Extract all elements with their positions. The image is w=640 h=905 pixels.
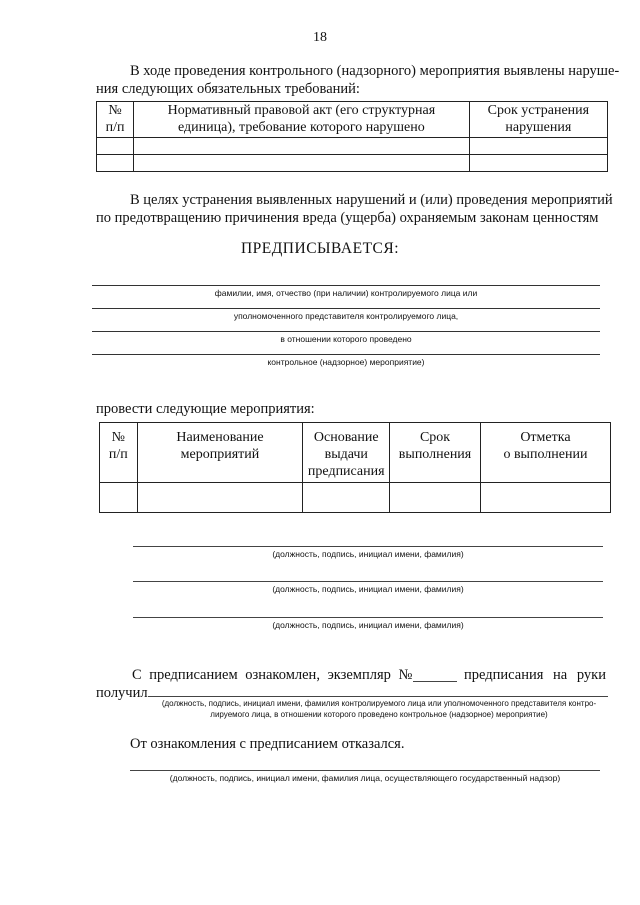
header-num: № п/п	[97, 102, 134, 138]
table-header-row	[100, 423, 611, 483]
table-row	[100, 483, 611, 513]
person-line-1	[92, 285, 600, 286]
header-num: № п/п	[100, 423, 138, 483]
header-term: Срок устранения нарушения	[469, 102, 607, 138]
refusal-text: От ознакомления с предписанием отказался.	[130, 736, 405, 752]
ack-caption	[148, 698, 610, 720]
ack-caption-line-1: (должность, подпись, инициал имени, фамилия контролируемого лица или уполномоченного представителя контро-	[161, 699, 597, 708]
ack-text-a: С предписанием ознакомлен, экземпляр №	[132, 667, 413, 683]
person-caption-4: контрольное (надзорное) мероприятие)	[267, 357, 425, 367]
signature-caption-1: (должность, подпись, инициал имени, фамилия)	[272, 549, 464, 559]
measures-intro: провести следующие мероприятия:	[96, 401, 315, 417]
ack-signature-line	[148, 696, 608, 697]
purpose-line-1: В целях устранения выявленных нарушений и (или) проведения мероприятий	[130, 192, 613, 208]
violations-intro	[96, 62, 620, 98]
copy-number-blank	[413, 681, 457, 682]
person-caption-1: фамилии, имя, отчество (при наличии) контролируемого лица или	[214, 288, 478, 298]
order-heading: ПРЕДПИСЫВАЕТСЯ:	[240, 240, 400, 257]
signature-line-2	[133, 581, 603, 582]
ack-received: получил	[96, 685, 148, 701]
violations-intro-line-2: ния следующих обязательных требований:	[96, 81, 360, 97]
violations-table	[96, 101, 608, 172]
ack-text-b: предписания на руки	[464, 667, 606, 683]
violations-intro-line-1: В ходе проведения контрольного (надзорного) мероприятия выявлены наруше-	[130, 63, 620, 79]
header-mark: Отметка о выполнении	[480, 423, 610, 483]
signature-caption-3: (должность, подпись, инициал имени, фамилия)	[272, 620, 464, 630]
header-basis: Основание выдачи предписания	[303, 423, 390, 483]
purpose-paragraph	[96, 191, 616, 227]
person-caption-2: уполномоченного представителя контролируемого лица,	[233, 311, 459, 321]
table-row	[97, 155, 608, 172]
header-term: Срок выполнения	[390, 423, 481, 483]
page-number: 18	[313, 30, 327, 45]
signature-line-1	[133, 546, 603, 547]
table-row	[97, 138, 608, 155]
purpose-line-2: по предотвращению причинения вреда (ущерба) охраняемым законам ценностям	[96, 210, 599, 226]
measures-table	[99, 422, 611, 513]
table-header-row	[97, 102, 608, 138]
inspector-signature-line	[130, 770, 600, 771]
header-name: Наименование мероприятий	[137, 423, 303, 483]
person-line-3	[92, 331, 600, 332]
person-caption-3: в отношении которого проведено	[280, 334, 412, 344]
signature-line-3	[133, 617, 603, 618]
header-act: Нормативный правовой акт (его структурная единица), требование которого нарушено	[134, 102, 470, 138]
inspector-caption: (должность, подпись, инициал имени, фамилия лица, осуществляющего государственный надзор)	[169, 773, 561, 783]
person-line-4	[92, 354, 600, 355]
signature-caption-2: (должность, подпись, инициал имени, фамилия)	[272, 584, 464, 594]
ack-caption-line-2: лируемого лица, в отношении которого проведено контрольное (надзорное) мероприятие)	[210, 710, 548, 719]
person-line-2	[92, 308, 600, 309]
